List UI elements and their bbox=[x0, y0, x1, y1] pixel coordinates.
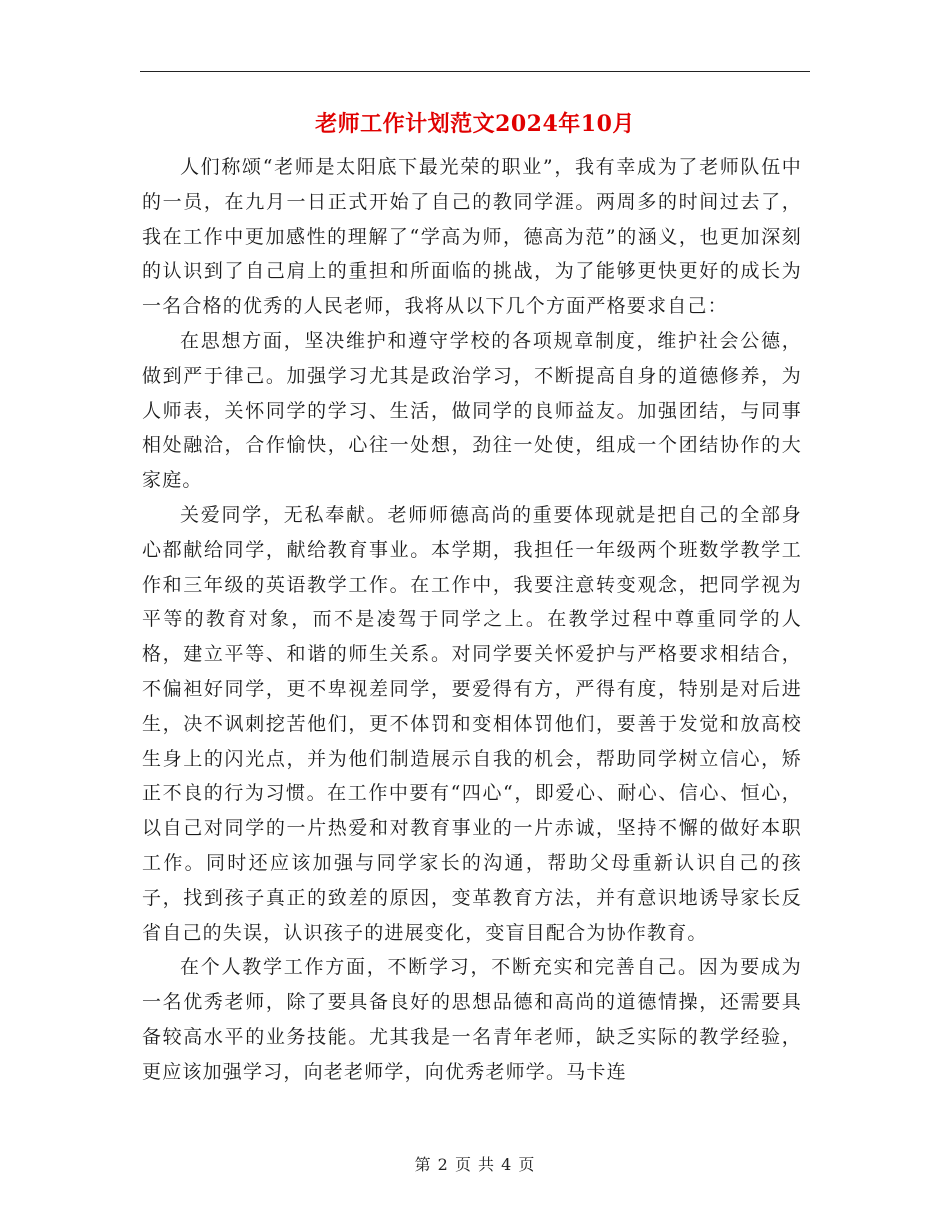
paragraph-teaching-work: 在个人教学工作方面，不断学习，不断充实和完善自己。因为要成为一名优秀老师，除了要具备良好的思想品德和高尚的道德情操，还需要具备较高水平的业务技能。尤其我是一名青年老师，缺乏实际的教学经验，更应该加强学习，向老老师学，向优秀老师学。马卡连 bbox=[142, 956, 802, 1083]
paragraph-care-students: 关爱同学，无私奉献。老师师德高尚的重要体现就是把自己的全部身心都献给同学，献给教育事业。本学期，我担任一年级两个班数学教学工作和三年级的英语教学工作。在工作中，我要注意转变观念，把同学视为平等的教育对象，而不是凌驾于同学之上。在教学过程中尊重同学的人格，建立平等、和谐的师生关系。对同学要关怀爱护与严格要求相结合，不偏袒好同学，更不卑视差同学，要爱得有方，严得有度，特别是对后进生，决不讽刺挖苦他们，更不体罚和变相体罚他们，要善于发觉和放高校生身上的闪光点，并为他们制造展示自我的机会，帮助同学树立信心，矫正不良的行为习惯。在工作中要有“四心“，即爱心、耐心、信心、恒心，以自己对同学的一片热爱和对教育事业的一片赤诚，坚持不懈的做好本职工作。同时还应该加强与同学家长的沟通，帮助父母重新认识自己的孩子，找到孩子真正的致差的原因，变革教育方法，并有意识地诱导家长反省自己的失误，认识孩子的进展变化，变盲目配合为协作教育。 bbox=[142, 503, 802, 944]
paragraph-intro: 人们称颂“老师是太阳底下最光荣的职业”，我有幸成为了老师队伍中的一员，在九月一日正式开始了自己的教同学涯。两周多的时间过去了，我在工作中更加感性的理解了“学高为师，德高为范”的涵义，也更加深刻的认识到了自己肩上的重担和所面临的挑战，为了能够更快更好的成长为一名合格的优秀的人民老师，我将从以下几个方面严格要求自己： bbox=[142, 156, 802, 318]
paragraph-ideology: 在思想方面，坚决维护和遵守学校的各项规章制度，维护社会公德，做到严于律己。加强学习尤其是政治学习，不断提高自身的道德修养，为人师表，关怀同学的学习、生活，做同学的良师益友。加强团结，与同事相处融洽，合作愉快，心往一处想，劲往一处使，组成一个团结协作的大家庭。 bbox=[142, 329, 802, 492]
page-number: 第 2 页 共 4 页 bbox=[414, 1155, 536, 1174]
document-body bbox=[142, 150, 802, 1090]
document-title: 老师工作计划范文2024年10月 bbox=[315, 111, 635, 137]
header-rule bbox=[140, 71, 810, 72]
